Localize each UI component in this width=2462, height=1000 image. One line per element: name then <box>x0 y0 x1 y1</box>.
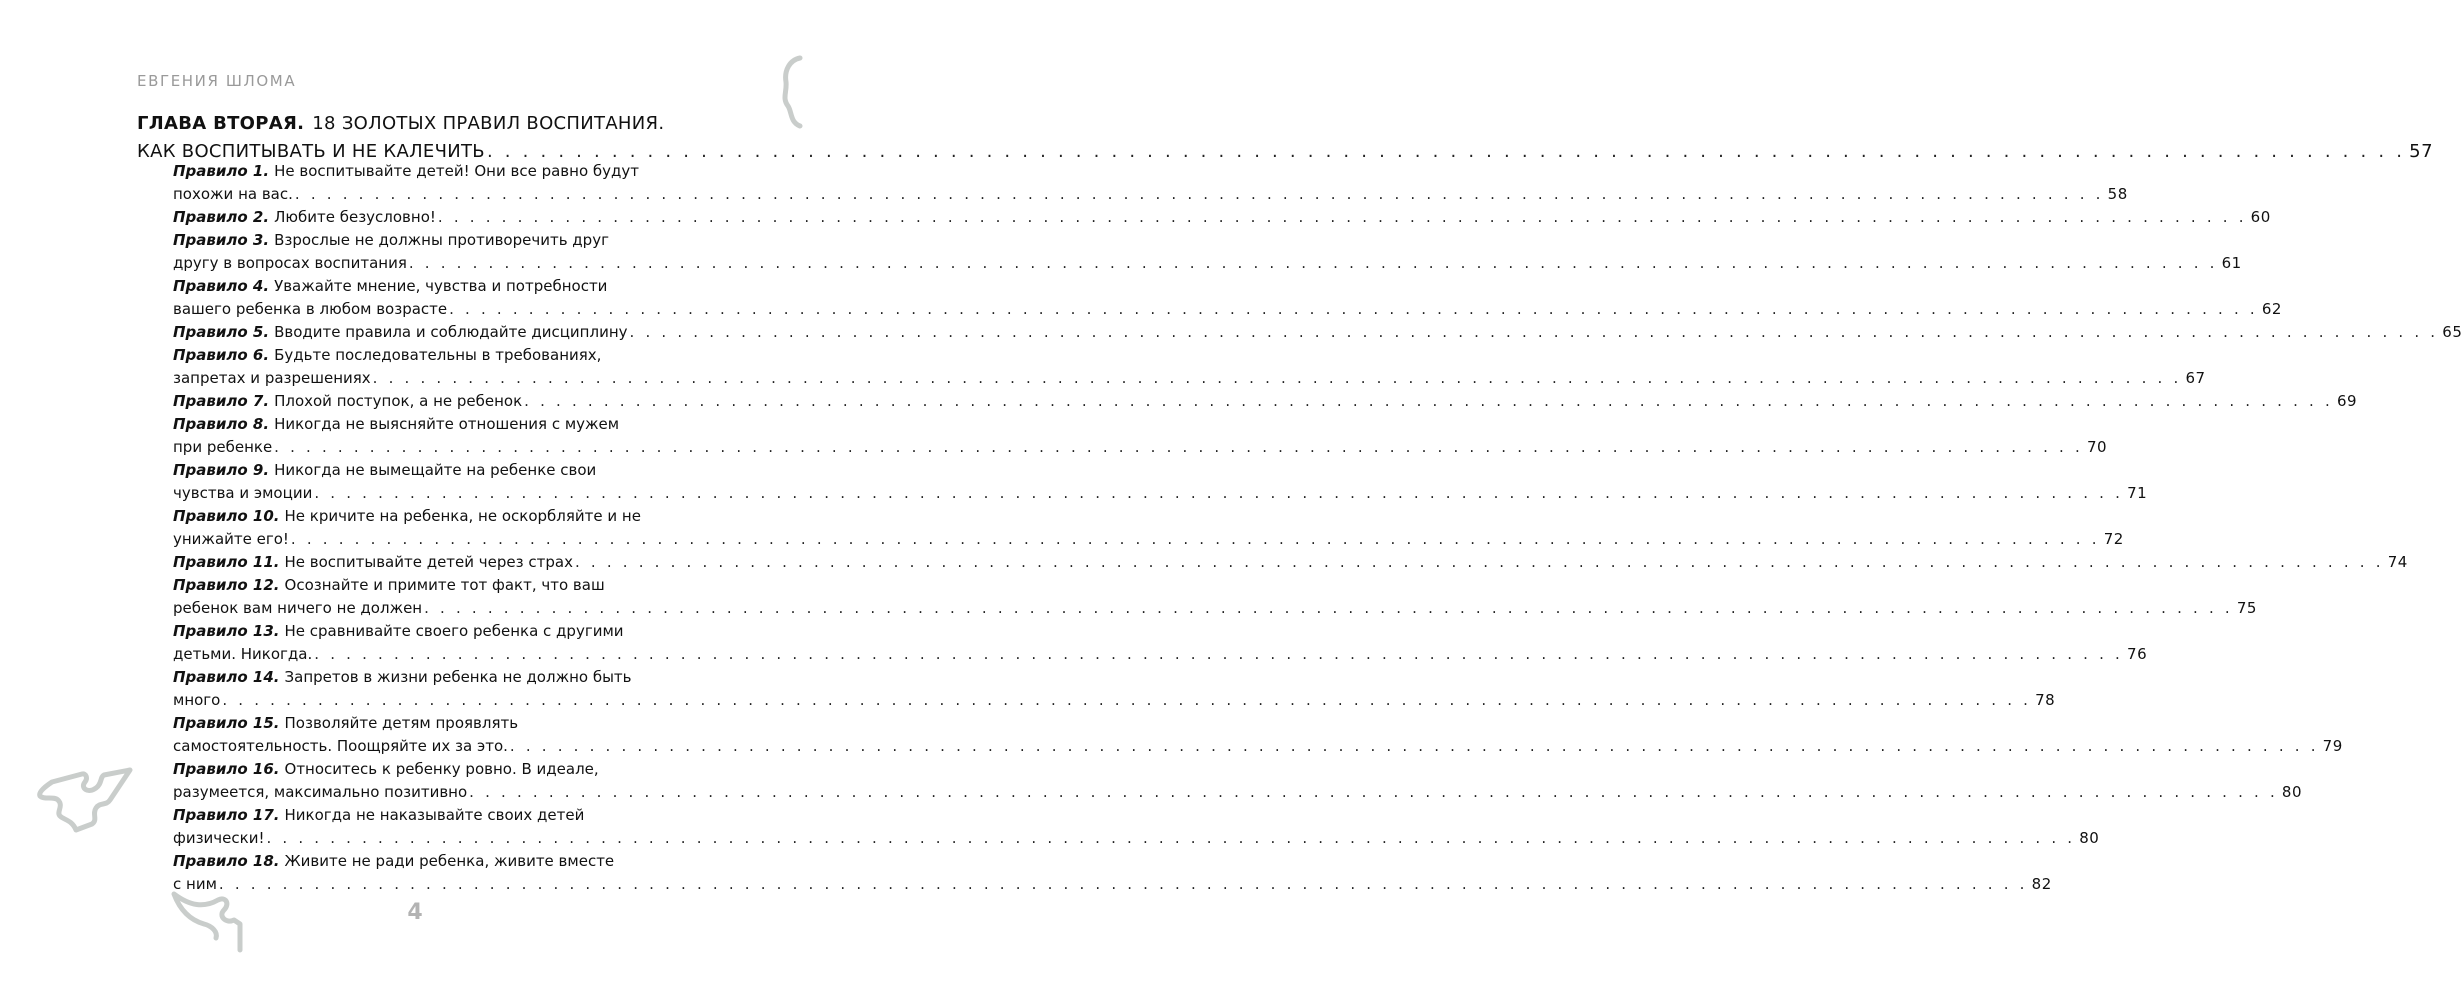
toc-page-number: 61 <box>2221 254 2242 272</box>
dot-leader: . . . . . . . . . . . . . . . . . . . . . . . . . . . . . . . . . . . . . . . . . . . . . . . . . . . . . . . . . . . . . . . . . . . . . . . . . . . . . . . . . . . . . . . . . . . . . . . . . . . . . . . . . . . . . . . . . . <box>314 645 2124 663</box>
toc-entry-line <box>173 321 2462 344</box>
rule-title: Запретов в жизни ребенка не должно быть <box>284 668 632 686</box>
chapter-number: ГЛАВА ВТОРАЯ. <box>137 113 305 134</box>
rule-label: Правило 15. <box>173 714 280 732</box>
dot-leader: . . . . . . . . . . . . . . . . . . . . . . . . . . . . . . . . . . . . . . . . . . . . . . . . . . . . . . . . . . . . . . . . . . . . . . . . . . . . . . . . . . . . . . . . . . . . . . . . . . . . . . . . . . . . . . . . . . <box>449 300 2258 318</box>
rule-label: Правило 2. <box>173 208 270 226</box>
rule-title: Не кричите на ребенка, не оскорбляйте и не <box>284 507 641 525</box>
running-header-author: ЕВГЕНИЯ ШЛОМА <box>137 72 297 90</box>
toc-entry-line <box>173 666 717 689</box>
dot-leader: . . . . . . . . . . . . . . . . . . . . . . . . . . . . . . . . . . . . . . . . . . . . . . . . . . . . . . . . . . . . . . . . . . . . . . . . . . . . . . . . . . . . . . . . . . . . . . . . . . . . . . . . . . . . . . . . . . <box>372 369 2182 387</box>
toc-page-number: 75 <box>2236 599 2257 617</box>
toc-entry-line <box>173 229 717 252</box>
rule-title: Плохой поступок, а не ребенок <box>274 392 523 410</box>
toc-entry-line <box>173 574 717 597</box>
toc-entry-text <box>173 551 573 574</box>
toc-entry-text <box>173 206 436 229</box>
rule-title-continued: унижайте его! <box>173 530 289 548</box>
toc-entry-text <box>173 622 624 640</box>
rule-label: Правило 6. <box>173 346 270 364</box>
dot-leader: . . . . . . . . . . . . . . . . . . . . . . . . . . . . . . . . . . . . . . . . . . . . . . . . . . . . . . . . . . . . . . . . . . . . . . . . . . . . . . . . . . . . . . . . . . . . . . . . . . . . . . . . . . . . . . . . . . <box>574 553 2384 571</box>
dot-leader: . . . . . . . . . . . . . . . . . . . . . . . . . . . . . . . . . . . . . . . . . . . . . . . . . . . . . . . . . . . . . . . . . . . . . . . . . . . . . . . . . . . . . . . . . . . . . . . . . . . . . . . . . . . . . . . . . . <box>274 438 2083 456</box>
toc-entry[interactable] <box>173 321 2462 344</box>
rule-label: Правило 12. <box>173 576 280 594</box>
toc-entry[interactable] <box>173 206 2271 229</box>
toc-entry-line <box>173 482 2148 505</box>
dot-leader: . . . . . . . . . . . . . . . . . . . . . . . . . . . . . . . . . . . . . . . . . . . . . . . . . . . . . . . . . . . . . . . . . . . . . . . . . . . . . . . . . . . . . . . . . . . . . . . . . . . . . . . . . . . . . . . . . . <box>314 484 2124 502</box>
rule-title-continued: детьми. Никогда. <box>173 645 313 663</box>
rule-label: Правило 13. <box>173 622 280 640</box>
toc-entry-line <box>173 160 717 183</box>
toc-entry-line <box>173 275 717 298</box>
rule-label: Правило 11. <box>173 553 280 571</box>
toc-page-number: 60 <box>2250 208 2271 226</box>
rule-label: Правило 5. <box>173 323 270 341</box>
dot-leader: . . . . . . . . . . . . . . . . . . . . . . . . . . . . . . . . . . . . . . . . . . . . . . . . . . . . . . . . . . . . . . . . . . . . . . . . . . . . . . . . . . . . . . . . . . . . . . . . . . . . . . . . . . . . . . . . . . <box>629 323 2439 341</box>
toc-entry-text <box>173 346 601 364</box>
toc-entry-line <box>173 390 2358 413</box>
toc-entry[interactable] <box>173 620 2148 666</box>
rule-title: Позволяйте детям проявлять <box>284 714 519 732</box>
rule-title: Никогда не вымещайте на ребенке свои <box>274 461 597 479</box>
dot-leader: . . . . . . . . . . . . . . . . . . . . . . . . . . . . . . . . . . . . . . . . . . . . . . . . . . . . . . . . . . . . . . . . . . . . . . . . . . . . . . . . . . . . . . . . . . . . . . . . . . . . . . . . . . . . . . . . . . <box>469 783 2278 801</box>
dot-leader: . . . . . . . . . . . . . . . . . . . . . . . . . . . . . . . . . . . . . . . . . . . . . . . . . . . . . . . . . . . . . . . . . . . . . . . . . . . . . . . . . . . . . . . . . . . . . . . . . . . . . . . . . . . . . . . . . . <box>222 691 2032 709</box>
toc-entry-line <box>173 804 717 827</box>
toc-page-number: 76 <box>2127 645 2148 663</box>
rule-title: Никогда не наказывайте своих детей <box>284 806 585 824</box>
rule-label: Правило 16. <box>173 760 280 778</box>
rule-title: Живите не ради ребенка, живите вместе <box>284 852 615 870</box>
toc-page-number: 78 <box>2035 691 2056 709</box>
rule-label: Правило 3. <box>173 231 270 249</box>
dot-leader: . . . . . . . . . . . . . . . . . . . . . . . . . . . . . . . . . . . . . . . . . . . . . . . . . . . . . . . . . . . . . . . . . . . . . . . . . . . . . . . . . . . . . . . . . . . . . . . . . . . . . . . . . . . . . . . . . . <box>437 208 2247 226</box>
dot-leader: . . . . . . . . . . . . . . . . . . . . . . . . . . . . . . . . . . . . . . . . . . . . . . . . . . . . . . . . . . . . . . . . . . . . . . . . . . . . . . . . . . . . . . . . . . . . . . . . . . . . . . . . . . . . . . . . . . <box>524 392 2333 410</box>
rule-title: Осознайте и примите тот факт, что ваш <box>284 576 605 594</box>
toc-entry[interactable] <box>173 666 2056 712</box>
rule-label: Правило 14. <box>173 668 280 686</box>
toc-page-number: 80 <box>2079 829 2100 847</box>
toc-entry-line <box>173 689 2056 712</box>
toc-entry-text <box>173 390 522 413</box>
toc-entry[interactable] <box>173 574 2257 620</box>
rule-title-continued: физически! <box>173 829 265 847</box>
rule-title: Никогда не выясняйте отношения с мужем <box>274 415 620 433</box>
toc-entry-line <box>173 827 2100 850</box>
toc-entry-line <box>173 252 2242 275</box>
toc-entry-text <box>173 277 607 295</box>
toc-page-number: 67 <box>2185 369 2206 387</box>
rule-title-continued: при ребенке <box>173 438 273 456</box>
toc-entry-line <box>173 436 2108 459</box>
rule-label: Правило 4. <box>173 277 270 295</box>
toc-page-number: 71 <box>2127 484 2148 502</box>
toc-entry-text <box>173 415 619 433</box>
rule-label: Правило 10. <box>173 507 280 525</box>
toc-entry-line <box>173 643 2148 666</box>
toc-entry-line <box>173 367 2206 390</box>
toc-entry-line <box>173 528 2124 551</box>
toc-page-number: 62 <box>2261 300 2282 318</box>
toc-entry-text <box>173 576 605 594</box>
toc-entry[interactable] <box>173 712 2343 758</box>
toc-entry[interactable] <box>173 390 2358 413</box>
rule-label: Правило 8. <box>173 415 270 433</box>
rule-title-continued: ребенок вам ничего не должен <box>173 599 423 617</box>
toc-entry-line <box>173 183 2128 206</box>
toc-entry[interactable] <box>173 413 2108 459</box>
table-of-contents <box>173 160 2462 896</box>
rule-title-continued: разумеется, максимально позитивно <box>173 783 468 801</box>
toc-entry[interactable] <box>173 804 2100 850</box>
toc-entry-text <box>173 231 609 249</box>
rule-title: Не воспитывайте детей! Они все равно будут <box>274 162 639 180</box>
rule-title-continued: с ним <box>173 875 217 893</box>
toc-entry[interactable] <box>173 505 2124 551</box>
toc-entry[interactable] <box>173 229 2242 275</box>
rule-label: Правило 7. <box>173 392 270 410</box>
toc-entry-line <box>173 735 2343 758</box>
chapter-title: 18 ЗОЛОТЫХ ПРАВИЛ ВОСПИТАНИЯ. <box>312 113 665 134</box>
toc-entry-line <box>173 873 2052 896</box>
toc-page-number: 65 <box>2442 323 2462 341</box>
rule-title: Не сравнивайте своего ребенка с другими <box>284 622 624 640</box>
toc-entry-line <box>173 344 717 367</box>
toc-entry-line <box>173 781 2303 804</box>
toc-entry-text <box>173 714 518 732</box>
rule-title-continued: вашего ребенка в любом возрасте <box>173 300 448 318</box>
toc-entry[interactable] <box>173 850 2052 896</box>
chapter-subtitle: КАК ВОСПИТЫВАТЬ И НЕ КАЛЕЧИТЬ <box>137 141 485 162</box>
toc-entry[interactable] <box>173 275 2282 321</box>
puzzle-piece-top-right-icon <box>760 40 800 130</box>
toc-entry-line <box>173 505 717 528</box>
rule-title-continued: самостоятельность. Поощряйте их за это. <box>173 737 508 755</box>
dot-leader: . . . . . . . . . . . . . . . . . . . . . . . . . . . . . . . . . . . . . . . . . . . . . . . . . . . . . . . . . . . . . . . . . . . . . . . . . . . . . . . . . . . . . . . . . . . . . . . . . . . . . . . . . . . . . . . . . . <box>218 875 2028 893</box>
toc-page-number: 74 <box>2387 553 2408 571</box>
toc-page-number: 72 <box>2103 530 2124 548</box>
toc-entry-text <box>173 321 628 344</box>
rule-label: Правило 17. <box>173 806 280 824</box>
toc-entry-text <box>173 162 639 180</box>
rule-label: Правило 1. <box>173 162 270 180</box>
toc-entry[interactable] <box>173 551 2408 574</box>
toc-entry[interactable] <box>173 459 2148 505</box>
dot-leader: . . . . . . . . . . . . . . . . . . . . . . . . . . . . . . . . . . . . . . . . . . . . . . . . . . . . . . . . . . . . . . . . . . . . . . . . . . . . . . . . . . . . . . . . . . . . . . . . . . . . . . . . . . . . . . . . . . <box>509 737 2319 755</box>
toc-entry-line <box>173 597 2257 620</box>
toc-page-number: 79 <box>2322 737 2343 755</box>
dot-leader: . . . . . . . . . . . . . . . . . . . . . . . . . . . . . . . . . . . . . . . . . . . . . . . . . . . . . . . . . . . . . . . . . . . . . . . . . . . . . . . . . . . . . . . . . . . . . . . . . . . . . . . . . . . . . . . . . . <box>424 599 2233 617</box>
dot-leader: . . . . . . . . . . . . . . . . . . . . . . . . . . . . . . . . . . . . . . . . . . . . . . . . . . . . . . . . . . . . . . . . . . . . . . . . . . . . . . . . . . . . . . . . . . . . . . . . . . . . . . . . . . . . . . . . . . <box>290 530 2100 548</box>
rule-title: Уважайте мнение, чувства и потребности <box>274 277 608 295</box>
toc-entry-text <box>173 461 596 479</box>
rule-title: Взрослые не должны противоречить друг <box>274 231 609 249</box>
toc-page-number: 69 <box>2336 392 2358 410</box>
rule-label: Правило 9. <box>173 461 270 479</box>
toc-entry-line <box>173 206 2271 229</box>
page-number: 4 <box>407 900 423 925</box>
chapter-heading <box>137 110 2434 166</box>
toc-entry-line <box>173 758 717 781</box>
toc-entry-text <box>173 806 584 824</box>
chapter-title-line <box>137 110 717 138</box>
rule-title: Относитесь к ребенку ровно. В идеале, <box>284 760 599 778</box>
toc-entry[interactable] <box>173 160 2128 206</box>
rule-title: Не воспитывайте детей через страх <box>284 553 573 571</box>
toc-entry-line <box>173 551 2408 574</box>
rule-title-continued: запретах и разрешениях <box>173 369 371 387</box>
toc-entry[interactable] <box>173 758 2303 804</box>
rule-title: Вводите правила и соблюдайте дисциплину <box>274 323 628 341</box>
rule-label: Правило 18. <box>173 852 280 870</box>
toc-entry-text <box>173 760 599 778</box>
dot-leader: . . . . . . . . . . . . . . . . . . . . . . . . . . . . . . . . . . . . . . . . . . . . . . . . . . . . . . . . . . . . . . . . . . . . . . . . . . . . . . . . . . . . . . . . . . . . . . . . . . . . . . . . . . . . . . . . . . <box>294 185 2104 203</box>
rule-title: Будьте последовательны в требованиях, <box>274 346 602 364</box>
puzzle-piece-left-icon <box>30 760 140 840</box>
rule-title-continued: чувства и эмоции <box>173 484 313 502</box>
toc-entry-line <box>173 850 717 873</box>
toc-page-number: 58 <box>2107 185 2128 203</box>
chapter-page: 57 <box>2409 141 2434 162</box>
toc-page-number: 70 <box>2086 438 2108 456</box>
dot-leader: . . . . . . . . . . . . . . . . . . . . . . . . . . . . . . . . . . . . . . . . . . . . . . . . . . . . . . . . . . . . . . . . . . . . . . . . . . . . . . . . . . . . . . . . . . . . . . . . . . . . . . . . . . . . . . . . . . <box>266 829 2076 847</box>
toc-entry-line <box>173 620 717 643</box>
toc-entry-text <box>173 668 632 686</box>
toc-entry-text <box>173 507 641 525</box>
dot-leader: . . . . . . . . . . . . . . . . . . . . . . . . . . . . . . . . . . . . . . . . . . . . . . . . . . . . . . . . . . . . . . . . . . . . . . . . . . . . . . . . . . . . . . . . . . . . . . . . . . . . . . . . . . . . <box>486 141 2406 162</box>
toc-entry-line <box>173 298 2282 321</box>
dot-leader: . . . . . . . . . . . . . . . . . . . . . . . . . . . . . . . . . . . . . . . . . . . . . . . . . . . . . . . . . . . . . . . . . . . . . . . . . . . . . . . . . . . . . . . . . . . . . . . . . . . . . . . . . . . . . . . . . . <box>408 254 2218 272</box>
toc-entry-text <box>173 852 614 870</box>
rule-title-continued: много <box>173 691 221 709</box>
rule-title-continued: похожи на вас. <box>173 185 293 203</box>
toc-entry-line <box>173 413 717 436</box>
rule-title-continued: другу в вопросах воспитания <box>173 254 407 272</box>
rule-title: Любите безусловно! <box>274 208 436 226</box>
toc-entry-line <box>173 712 717 735</box>
toc-entry-line <box>173 459 717 482</box>
toc-page-number: 80 <box>2281 783 2303 801</box>
toc-page-number: 82 <box>2031 875 2052 893</box>
toc-entry[interactable] <box>173 344 2206 390</box>
